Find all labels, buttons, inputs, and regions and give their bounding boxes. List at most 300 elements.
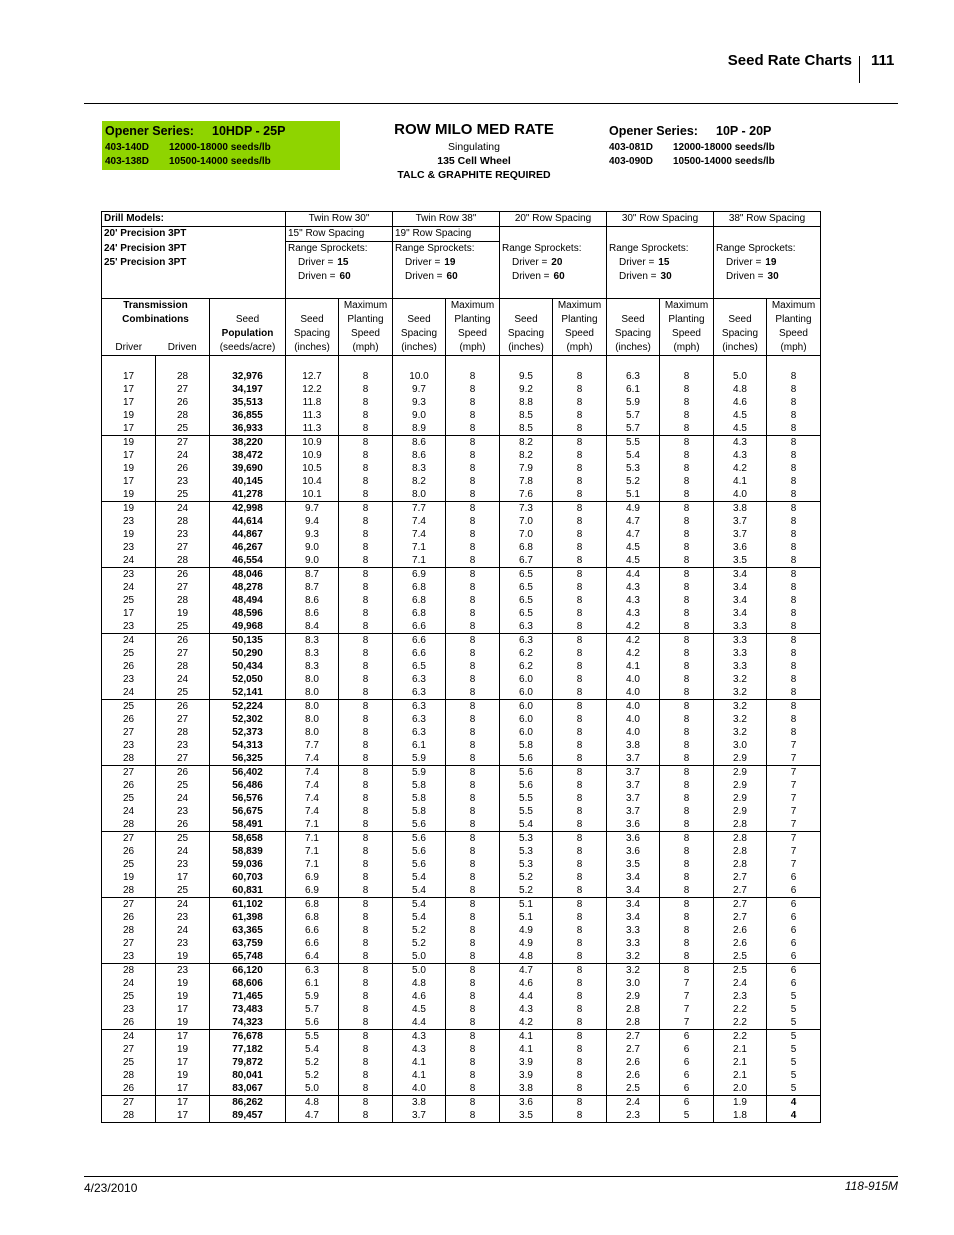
speed-cell: 6	[767, 871, 821, 884]
driver-cell: 23	[102, 673, 156, 686]
speed-cell: 8	[339, 898, 393, 912]
driver-cell: 25	[102, 594, 156, 607]
table-row	[102, 515, 821, 528]
speed-cell: 6	[660, 1069, 714, 1082]
spacing-header: Seed	[286, 313, 339, 327]
speed-cell: 8	[553, 805, 607, 818]
blank-cell	[553, 356, 607, 371]
left-opener-box	[102, 121, 340, 170]
speed-header: Maximum	[553, 299, 607, 314]
driver-value: 20	[551, 257, 563, 268]
speed-cell: 5	[660, 1109, 714, 1123]
driven-cell: 28	[156, 726, 210, 739]
blank-cell	[500, 356, 553, 371]
spacing-cell: 6.0	[500, 713, 553, 726]
table-row	[102, 1016, 821, 1030]
spacing-cell: 4.2	[607, 634, 660, 648]
spacing-cell: 7.7	[393, 502, 446, 516]
config-spacing	[500, 227, 607, 242]
spacing-cell: 8.3	[286, 647, 339, 660]
driver-cell: 28	[102, 752, 156, 766]
speed-header: (mph)	[660, 341, 714, 356]
spacing-cell: 5.6	[393, 832, 446, 846]
spacing-cell: 3.8	[607, 739, 660, 752]
spacing-cell: 3.2	[714, 673, 767, 686]
header-rule	[84, 103, 898, 104]
population-cell: 71,465	[210, 990, 286, 1003]
speed-cell: 8	[660, 370, 714, 383]
spacing-cell: 6.8	[393, 594, 446, 607]
section-title: Seed Rate Charts	[727, 52, 852, 69]
spacing-cell: 6.9	[286, 871, 339, 884]
table-row	[102, 541, 821, 554]
speed-cell: 8	[553, 568, 607, 582]
speed-cell: 8	[660, 594, 714, 607]
spacing-header: (inches)	[607, 341, 660, 356]
driver-cell: 26	[102, 660, 156, 673]
config-spacing	[607, 227, 714, 242]
population-cell: 56,325	[210, 752, 286, 766]
speed-cell: 8	[660, 620, 714, 634]
spacing-header: Spacing	[286, 327, 339, 341]
driver-cell: 24	[102, 1030, 156, 1044]
spacing-cell: 5.6	[500, 779, 553, 792]
spacing-cell: 2.6	[607, 1056, 660, 1069]
spacing-cell: 9.3	[286, 528, 339, 541]
speed-cell: 5	[767, 1069, 821, 1082]
blank-cell	[714, 356, 767, 371]
spacing-cell: 2.0	[714, 1082, 767, 1096]
speed-cell: 8	[446, 515, 500, 528]
speed-cell: 8	[660, 581, 714, 594]
spacing-cell: 5.3	[500, 845, 553, 858]
driven-cell: 28	[156, 515, 210, 528]
spacing-cell: 4.6	[714, 396, 767, 409]
column-header-row	[102, 299, 821, 314]
spacing-cell: 3.2	[714, 713, 767, 726]
spacing-cell: 12.2	[286, 383, 339, 396]
driven-value: 30	[660, 271, 672, 282]
population-header: Seed	[210, 313, 286, 327]
speed-cell: 8	[339, 779, 393, 792]
spacing-cell: 5.4	[393, 911, 446, 924]
table-row	[102, 792, 821, 805]
spacing-cell: 4.9	[500, 924, 553, 937]
speed-cell: 8	[553, 436, 607, 450]
speed-cell: 8	[339, 858, 393, 871]
spacing-cell: 5.6	[500, 766, 553, 780]
spacing-cell: 5.7	[607, 422, 660, 436]
speed-header: Maximum	[767, 299, 821, 314]
speed-cell: 8	[553, 396, 607, 409]
config-name: 30" Row Spacing	[607, 212, 714, 227]
speed-cell: 8	[339, 660, 393, 673]
speed-cell: 8	[446, 726, 500, 739]
right-opener-row	[609, 142, 775, 153]
driver-cell: 19	[102, 462, 156, 475]
speed-cell: 8	[767, 686, 821, 700]
speed-cell: 8	[446, 1056, 500, 1069]
speed-cell: 8	[767, 370, 821, 383]
driven-cell: 17	[156, 1030, 210, 1044]
speed-cell: 8	[660, 568, 714, 582]
spacing-cell: 10.5	[286, 462, 339, 475]
table-row	[102, 990, 821, 1003]
spacing-cell: 2.8	[714, 845, 767, 858]
chart-subtitle-2: 135 Cell Wheel	[437, 155, 511, 167]
right-opener-desc: 10500-14000 seeds/lb	[673, 156, 775, 167]
drill-model: 25' Precision 3PT	[102, 256, 286, 270]
spacing-cell: 8.2	[500, 449, 553, 462]
spacing-header: (inches)	[714, 341, 767, 356]
spacing-cell: 5.6	[286, 1016, 339, 1030]
spacing-cell: 3.9	[500, 1069, 553, 1082]
table-row	[102, 898, 821, 912]
config-driver-row	[102, 256, 821, 270]
speed-cell: 7	[767, 779, 821, 792]
speed-header: (mph)	[767, 341, 821, 356]
spacing-cell: 4.2	[714, 462, 767, 475]
spacing-cell: 6.0	[500, 673, 553, 686]
speed-cell: 8	[660, 541, 714, 554]
population-cell: 86,262	[210, 1096, 286, 1110]
speed-cell: 8	[660, 818, 714, 832]
speed-cell: 8	[767, 488, 821, 502]
driver-column-header: Driver	[102, 341, 156, 356]
spacing-cell: 8.7	[286, 568, 339, 582]
population-cell: 36,855	[210, 409, 286, 422]
config-driver	[286, 256, 393, 270]
speed-cell: 8	[553, 1003, 607, 1016]
driver-cell: 28	[102, 818, 156, 832]
speed-header: Maximum	[660, 299, 714, 314]
speed-header: (mph)	[339, 341, 393, 356]
blank-cell	[714, 284, 821, 299]
driven-value: 60	[553, 271, 565, 282]
driven-cell: 19	[156, 950, 210, 964]
speed-cell: 8	[553, 1082, 607, 1096]
spacing-cell: 4.8	[500, 950, 553, 964]
table-row	[102, 554, 821, 568]
speed-cell: 8	[339, 1096, 393, 1110]
spacing-cell: 5.6	[393, 845, 446, 858]
right-opener-value: 10P - 20P	[716, 124, 772, 138]
config-name: Twin Row 30"	[286, 212, 393, 227]
population-cell: 66,120	[210, 964, 286, 978]
spacing-cell: 5.9	[286, 990, 339, 1003]
speed-cell: 8	[660, 475, 714, 488]
spacing-cell: 2.5	[714, 950, 767, 964]
population-cell: 49,968	[210, 620, 286, 634]
speed-cell: 8	[767, 713, 821, 726]
driver-cell: 17	[102, 449, 156, 462]
speed-cell: 8	[339, 845, 393, 858]
speed-cell: 8	[339, 977, 393, 990]
spacing-cell: 3.5	[714, 554, 767, 568]
speed-cell: 8	[446, 752, 500, 766]
driver-cell: 23	[102, 739, 156, 752]
transmission-header: Combinations	[102, 313, 210, 327]
driver-cell: 17	[102, 607, 156, 620]
speed-cell: 8	[446, 1109, 500, 1123]
page-number: 111	[871, 52, 895, 69]
speed-cell: 6	[767, 950, 821, 964]
spacing-cell: 6.4	[286, 950, 339, 964]
speed-cell: 8	[660, 488, 714, 502]
spacing-cell: 3.4	[607, 911, 660, 924]
speed-cell: 8	[660, 739, 714, 752]
spacing-cell: 4.3	[607, 581, 660, 594]
spacing-cell: 3.3	[714, 634, 767, 648]
spacing-cell: 5.0	[286, 1082, 339, 1096]
transmission-header	[102, 327, 210, 341]
driver-cell: 24	[102, 581, 156, 594]
spacing-cell: 5.1	[500, 911, 553, 924]
speed-cell: 8	[553, 924, 607, 937]
driver-cell: 27	[102, 898, 156, 912]
driven-cell: 27	[156, 383, 210, 396]
population-cell: 60,703	[210, 871, 286, 884]
driven-cell: 19	[156, 990, 210, 1003]
speed-cell: 6	[767, 884, 821, 898]
spacing-cell: 5.2	[607, 475, 660, 488]
blank-cell	[767, 356, 821, 371]
config-name-row	[102, 212, 821, 227]
spacing-cell: 8.6	[393, 449, 446, 462]
speed-cell: 5	[767, 1056, 821, 1069]
table-row	[102, 607, 821, 620]
spacing-cell: 2.2	[714, 1016, 767, 1030]
speed-cell: 8	[446, 792, 500, 805]
spacing-cell: 7.8	[500, 475, 553, 488]
spacing-header: (inches)	[393, 341, 446, 356]
speed-cell: 8	[660, 515, 714, 528]
population-cell: 63,759	[210, 937, 286, 950]
spacing-header: Seed	[500, 313, 553, 327]
speed-cell: 8	[446, 924, 500, 937]
driver-value: 15	[337, 257, 349, 268]
speed-cell: 8	[767, 620, 821, 634]
spacing-cell: 2.8	[607, 1016, 660, 1030]
driver-label: Driver =	[619, 257, 655, 268]
speed-cell: 6	[660, 1043, 714, 1056]
table-row	[102, 752, 821, 766]
spacing-cell: 6.8	[393, 581, 446, 594]
left-opener-title	[105, 124, 286, 138]
driven-cell: 23	[156, 937, 210, 950]
speed-cell: 8	[767, 647, 821, 660]
speed-cell: 8	[339, 422, 393, 436]
driven-cell: 27	[156, 436, 210, 450]
driven-cell: 26	[156, 396, 210, 409]
driver-cell: 25	[102, 792, 156, 805]
speed-cell: 8	[339, 1082, 393, 1096]
driven-cell: 26	[156, 818, 210, 832]
table-row	[102, 1003, 821, 1016]
speed-cell: 8	[767, 634, 821, 648]
driver-value: 19	[444, 257, 456, 268]
table-row	[102, 660, 821, 673]
speed-cell: 8	[446, 594, 500, 607]
blank-cell	[156, 356, 210, 371]
spacing-cell: 2.8	[607, 1003, 660, 1016]
speed-cell: 8	[446, 581, 500, 594]
driven-cell: 26	[156, 634, 210, 648]
spacing-cell: 6.3	[393, 673, 446, 686]
spacing-cell: 2.7	[714, 884, 767, 898]
table-row	[102, 1030, 821, 1044]
driven-cell: 17	[156, 1082, 210, 1096]
spacing-cell: 4.3	[607, 594, 660, 607]
speed-cell: 8	[660, 634, 714, 648]
left-opener-code: 403-140D	[105, 142, 149, 153]
spacing-cell: 7.4	[286, 766, 339, 780]
speed-cell: 5	[767, 1082, 821, 1096]
speed-cell: 8	[553, 752, 607, 766]
driver-cell: 24	[102, 686, 156, 700]
right-opener-title	[609, 124, 772, 138]
config-driver	[500, 256, 607, 270]
speed-cell: 8	[660, 449, 714, 462]
table-row	[102, 686, 821, 700]
spacing-cell: 2.4	[714, 977, 767, 990]
speed-cell: 8	[553, 766, 607, 780]
population-cell: 58,839	[210, 845, 286, 858]
left-opener-code: 403-138D	[105, 156, 149, 167]
speed-cell: 8	[446, 383, 500, 396]
left-opener-label: Opener Series:	[105, 124, 194, 138]
speed-header: Maximum	[339, 299, 393, 314]
driver-cell: 25	[102, 1056, 156, 1069]
speed-cell: 8	[339, 964, 393, 978]
population-cell: 77,182	[210, 1043, 286, 1056]
spacing-cell: 3.7	[607, 792, 660, 805]
spacing-cell: 8.0	[286, 726, 339, 739]
spacing-cell: 2.7	[714, 871, 767, 884]
config-driver	[607, 256, 714, 270]
spacing-cell: 10.0	[393, 370, 446, 383]
speed-cell: 8	[446, 700, 500, 714]
speed-cell: 8	[553, 1016, 607, 1030]
driven-cell: 25	[156, 884, 210, 898]
speed-cell: 8	[339, 594, 393, 607]
spacing-cell: 7.4	[286, 752, 339, 766]
table-row	[102, 396, 821, 409]
spacing-cell: 7.4	[393, 515, 446, 528]
table-row	[102, 739, 821, 752]
spacing-cell: 7.4	[286, 805, 339, 818]
spacing-cell: 9.7	[393, 383, 446, 396]
spacing-cell: 2.2	[714, 1030, 767, 1044]
speed-cell: 6	[660, 1056, 714, 1069]
speed-cell: 7	[767, 792, 821, 805]
speed-cell: 8	[767, 515, 821, 528]
speed-cell: 8	[767, 462, 821, 475]
speed-cell: 8	[553, 845, 607, 858]
spacing-cell: 5.7	[607, 409, 660, 422]
table-row	[102, 449, 821, 462]
spacing-cell: 4.1	[393, 1069, 446, 1082]
spacing-cell: 5.0	[393, 964, 446, 978]
driven-cell: 17	[156, 1003, 210, 1016]
driver-cell: 23	[102, 1003, 156, 1016]
config-spacing	[714, 227, 821, 242]
speed-cell: 8	[660, 409, 714, 422]
spacing-cell: 2.7	[607, 1043, 660, 1056]
config-spacing: 15" Row Spacing	[286, 227, 393, 242]
spacing-cell: 4.5	[714, 409, 767, 422]
spacing-cell: 4.4	[500, 990, 553, 1003]
spacing-cell: 6.3	[500, 620, 553, 634]
spacing-cell: 8.0	[286, 700, 339, 714]
spacing-cell: 4.0	[393, 1082, 446, 1096]
spacing-cell: 10.4	[286, 475, 339, 488]
spacing-cell: 9.7	[286, 502, 339, 516]
spacing-cell: 2.6	[714, 937, 767, 950]
population-cell: 50,290	[210, 647, 286, 660]
speed-header: Speed	[446, 327, 500, 341]
speed-cell: 8	[660, 792, 714, 805]
driven-cell: 19	[156, 607, 210, 620]
speed-cell: 8	[339, 1030, 393, 1044]
spacing-cell: 4.3	[500, 1003, 553, 1016]
speed-header: Maximum	[446, 299, 500, 314]
spacing-cell: 3.3	[714, 620, 767, 634]
driver-cell: 26	[102, 713, 156, 726]
spacing-cell: 2.1	[714, 1069, 767, 1082]
driven-label: Driven =	[619, 271, 657, 282]
spacing-cell: 3.2	[714, 726, 767, 739]
spacing-cell: 2.5	[714, 964, 767, 978]
speed-cell: 8	[767, 383, 821, 396]
table-row	[102, 620, 821, 634]
spacing-cell: 4.0	[607, 673, 660, 686]
spacing-cell: 2.5	[607, 1082, 660, 1096]
spacing-cell: 4.1	[500, 1030, 553, 1044]
spacing-cell: 6.6	[393, 647, 446, 660]
speed-cell: 8	[339, 620, 393, 634]
spacing-cell: 6.2	[500, 660, 553, 673]
driver-value: 15	[658, 257, 670, 268]
driver-cell: 24	[102, 634, 156, 648]
spacing-cell: 3.9	[500, 1056, 553, 1069]
table-row	[102, 911, 821, 924]
spacing-cell: 4.4	[393, 1016, 446, 1030]
driver-cell: 26	[102, 911, 156, 924]
speed-cell: 8	[446, 1003, 500, 1016]
spacing-cell: 5.9	[393, 766, 446, 780]
spacing-cell: 4.7	[286, 1109, 339, 1123]
speed-cell: 8	[339, 884, 393, 898]
driver-label: Driver =	[726, 257, 762, 268]
spacing-cell: 6.8	[500, 541, 553, 554]
speed-header: Planting	[446, 313, 500, 327]
speed-cell: 8	[446, 1043, 500, 1056]
spacing-cell: 8.2	[500, 436, 553, 450]
spacing-cell: 5.2	[286, 1069, 339, 1082]
speed-cell: 5	[767, 990, 821, 1003]
sprocket-label: Range Sprockets:	[607, 242, 714, 257]
driven-value: 60	[339, 271, 351, 282]
spacing-cell: 4.3	[607, 607, 660, 620]
spacing-cell: 5.4	[286, 1043, 339, 1056]
table-row	[102, 766, 821, 780]
population-cell: 65,748	[210, 950, 286, 964]
spacing-header	[286, 299, 339, 314]
speed-cell: 8	[339, 832, 393, 846]
spacing-cell: 2.2	[714, 1003, 767, 1016]
spacing-cell: 4.2	[607, 620, 660, 634]
